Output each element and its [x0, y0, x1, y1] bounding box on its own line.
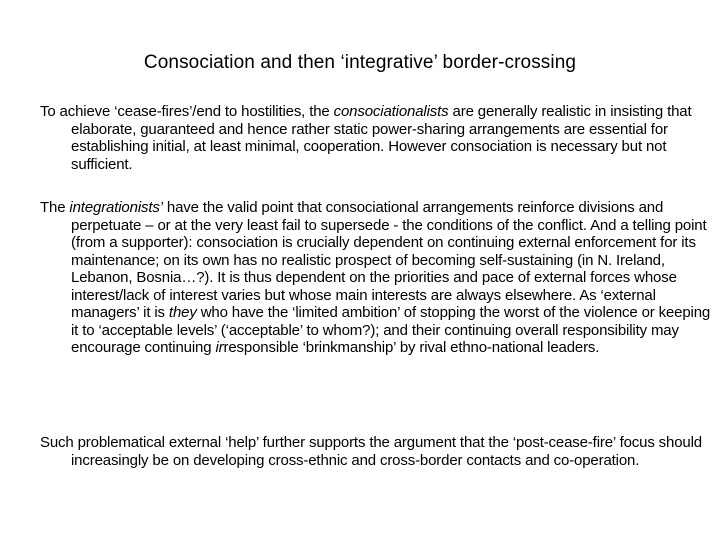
- paragraph-text: have the valid point that consociational arrangements reinforce divisions and perpetuate – or at the very least fail to supersede - the conditions of the conflict. And a telling point (from a supporter): consociation is crucially dependent on continuing external enforcement for its maintenance; on its own has no realistic prospect of becoming self-sustaining (in N. Ireland, Lebanon, Bosnia…?). It is thus dependent on the priorities and pace of external forces whose interest/lack of interest varies but whose main interests are always elsewhere. As ‘external managers’ it is: [71, 199, 707, 321]
- paragraph-text: To achieve ‘cease-fires’/end to hostilities, the: [40, 103, 334, 120]
- emphasis-term: they: [168, 304, 197, 321]
- emphasis-term: integrationists’: [69, 199, 163, 216]
- paragraph-integrationists: [40, 199, 711, 357]
- paragraph-text: The: [40, 199, 70, 216]
- paragraph-text: responsible ‘brinkmanship’ by rival ethno-national leaders.: [223, 339, 600, 356]
- emphasis-term: ir: [215, 339, 224, 356]
- paragraph-text: who have the ‘limited ambition’ of stopping the worst of the violence or keeping it to ‘acceptable levels’ (‘acceptable’ to whom?); and their continuing overall responsibility may encourage continuing: [71, 304, 711, 356]
- paragraph-external-help: [40, 434, 711, 469]
- slide-title: Consociation and then ‘integrative’ border-crossing: [143, 52, 577, 73]
- paragraph-text: Such problematical external ‘help’ further supports the argument that the ‘post-cease-fire’ focus should increasingly be on developing cross-ethnic and cross-border contacts and co-operation.: [40, 434, 702, 469]
- emphasis-term: consociationalists: [333, 103, 449, 120]
- paragraph-consociation: [40, 103, 711, 173]
- paragraph-text: are generally realistic in insisting that elaborate, guaranteed and hence rather static power-sharing arrangements are essential for establishing initial, at least minimal, cooperation. However consociation is necessary but not sufficient.: [71, 103, 692, 173]
